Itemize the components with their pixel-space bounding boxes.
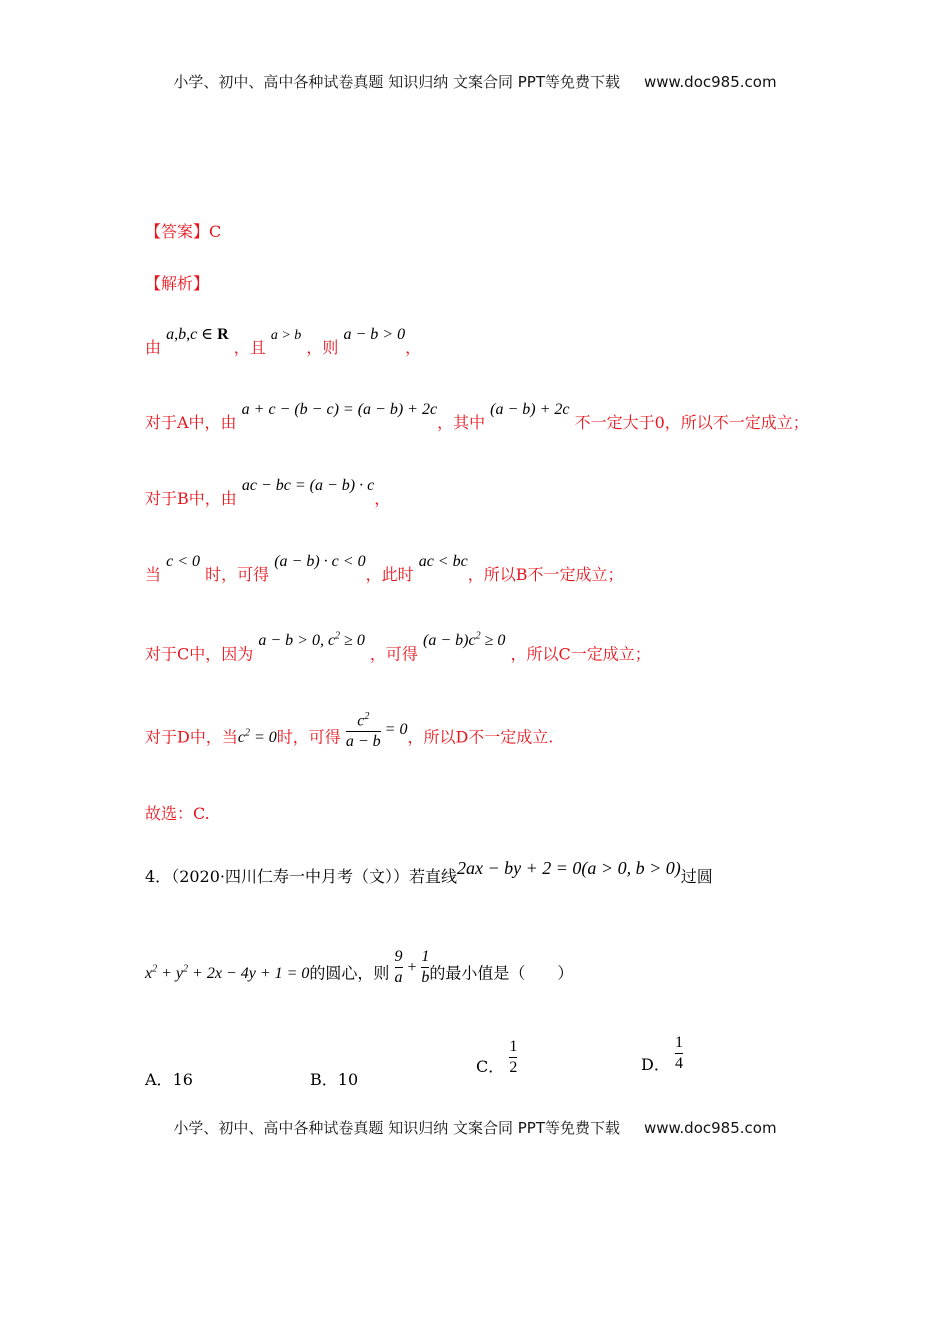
analysis-line-7 [145, 804, 210, 824]
l6-math-1: $c^2 = 0$ [237, 728, 277, 747]
l1-math-3: a − b > 0 [343, 326, 406, 343]
l1-text-2: ，且 [233, 338, 266, 357]
l4-text-3: ，此时 [365, 565, 414, 584]
circle-equation: $x^2 + y^2 + 2x - 4y + 1 = 0$ [145, 964, 310, 983]
l5-text-3: ，所以C一定成立； [510, 644, 651, 664]
footer-text: 小学、初中、高中各种试卷真题 知识归纳 文案合同 PPT等免费下载 [173, 1119, 620, 1137]
l4-math-3: ac < bc [418, 553, 468, 570]
option-b[interactable] [310, 1067, 358, 1090]
analysis-label [145, 274, 209, 294]
answer-value: C [209, 222, 222, 241]
question-4-line-1 [145, 858, 713, 887]
header-url[interactable]: www.doc985.com [643, 73, 777, 91]
question-text-after: 过圆 [680, 867, 713, 886]
option-c-fraction: $\frac{1}{2}$ [509, 1038, 518, 1076]
analysis-line-2 [145, 401, 809, 434]
question-source: （2020·四川仁寿一中月考（文））若直线 [171, 867, 457, 886]
question-number: 4． [145, 867, 172, 886]
analysis-label-text: 【解析】 [145, 274, 210, 293]
question-4-line-2 [145, 940, 573, 1004]
l2-math-1: a + c − (b − c) = (a − b) + 2c [241, 401, 438, 418]
question-text-center: 的圆心，则 [309, 963, 390, 983]
l6-text-2: 时，可得 [276, 727, 341, 747]
answer-line [145, 222, 221, 242]
l1-math-1: a,b,c ∈ R [166, 326, 229, 343]
analysis-line-1 [145, 326, 422, 360]
l1-text-3: ，则 [306, 338, 339, 357]
l6-text-1: 对于D中，当 [145, 727, 238, 747]
l3-math-1: ac − bc = (a − b) · c [241, 477, 375, 494]
analysis-line-5 [145, 631, 651, 665]
l4-text-1: 当 [145, 565, 162, 584]
option-c-label: C． [476, 1057, 505, 1076]
l2-math-2: (a − b) + 2c [490, 401, 570, 418]
l2-text-3: 不一定大于0，所以不一定成立； [574, 413, 809, 432]
page-footer [0, 1117, 950, 1138]
l2-text-2: ，其中 [437, 413, 486, 432]
option-d-label: D． [641, 1055, 670, 1074]
conclusion-text: 故选：C. [145, 804, 210, 823]
option-d[interactable] [641, 1036, 683, 1075]
option-a[interactable] [145, 1067, 193, 1090]
l5-text-2: ，可得 [369, 644, 418, 664]
answer-label: 【答案】 [145, 222, 210, 241]
l5-text-1: 对于C中，因为 [145, 644, 254, 664]
l4-text-2: 时，可得 [205, 565, 270, 584]
l6-text-3: ，所以D不一定成立. [407, 727, 554, 747]
l6-fraction: $\frac{c^2}{a - b}$ = 0 [345, 711, 408, 751]
option-a-value: 16 [172, 1070, 193, 1089]
option-c[interactable] [476, 1040, 517, 1079]
l5-math-2: $(a - b)c^2 \ge 0$ [423, 631, 506, 650]
l4-math-1: c < 0 [166, 553, 201, 570]
option-d-fraction: $\frac{1}{4}$ [674, 1034, 683, 1072]
l4-math-2: (a − b) · c < 0 [274, 553, 366, 570]
l4-text-4: ，所以B不一定成立； [467, 565, 624, 584]
option-b-value: 10 [337, 1070, 359, 1089]
question-condition: (a > 0, b > 0) [581, 858, 681, 878]
analysis-line-3 [145, 477, 391, 510]
l1-math-2: a > b [270, 328, 302, 343]
question-text-min: 的最小值是（ ） [429, 963, 574, 983]
question-line-equation: 2ax − by + 2 = 0 [457, 858, 582, 878]
option-b-label: B． [310, 1070, 338, 1089]
l5-math-1: a − b > 0, $c^2 \ge 0$ [258, 631, 365, 650]
analysis-line-6 [145, 704, 553, 768]
l2-text-1: 对于A中，由 [145, 413, 237, 432]
l1-text-4: ， [405, 338, 422, 357]
analysis-line-4 [145, 553, 624, 586]
question-fraction-sum: $\frac{9}{a}$ + $\frac{1}{b}$ [394, 948, 430, 987]
header-text: 小学、初中、高中各种试卷真题 知识归纳 文案合同 PPT等免费下载 [173, 73, 620, 91]
option-a-label: A． [145, 1070, 173, 1089]
footer-url[interactable]: www.doc985.com [643, 1119, 777, 1137]
page-header [0, 71, 950, 92]
l3-text-2: ， [374, 489, 391, 508]
l3-text-1: 对于B中，由 [145, 489, 237, 508]
l1-text-1: 由 [145, 338, 162, 357]
